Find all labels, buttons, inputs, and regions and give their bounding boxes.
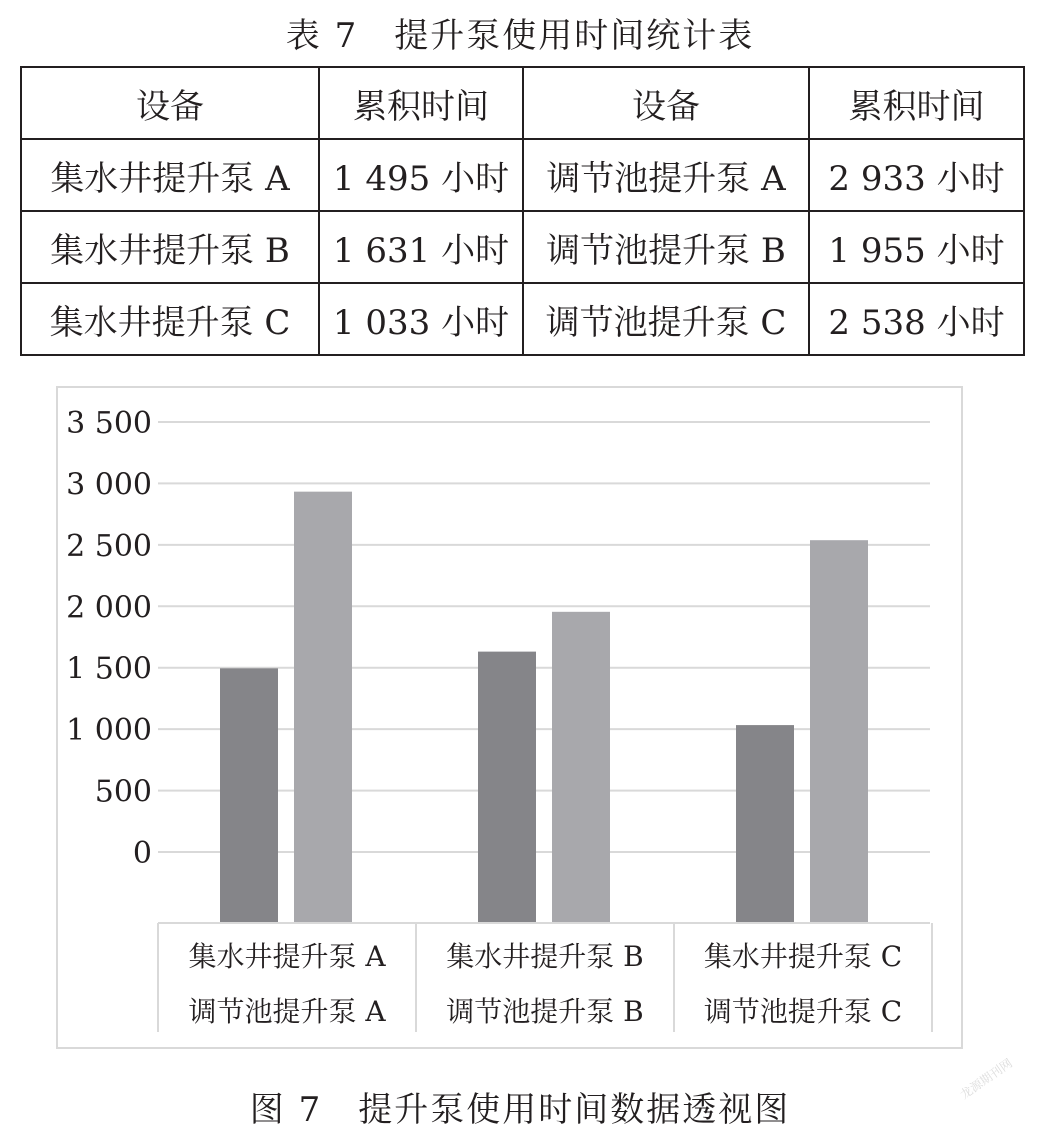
- x-category-label: 调节池提升泵 C: [703, 995, 903, 1028]
- bar: [294, 492, 352, 923]
- table-cell: 1 631 小时: [319, 211, 523, 283]
- table-cell: 集水井提升泵 B: [21, 211, 319, 283]
- table-cell: 调节池提升泵 C: [523, 283, 809, 355]
- table-row: [21, 211, 1024, 283]
- x-category-label: 调节池提升泵 B: [446, 995, 644, 1028]
- table-header-row: [21, 67, 1024, 139]
- x-category-label: 调节池提升泵 A: [188, 995, 386, 1028]
- x-category-label: 集水井提升泵 C: [703, 940, 903, 973]
- table-cell: 2 538 小时: [809, 283, 1024, 355]
- bar: [220, 668, 278, 923]
- bar: [736, 725, 794, 923]
- table-cell: 1 033 小时: [319, 283, 523, 355]
- table-cell: 调节池提升泵 A: [523, 139, 809, 211]
- header-device: 设备: [523, 67, 809, 139]
- table-cell: 集水井提升泵 A: [21, 139, 319, 211]
- chart-frame: [56, 386, 963, 1049]
- table-cell: 1 495 小时: [319, 139, 523, 211]
- y-tick-label: 0: [132, 836, 152, 871]
- table-cell: 调节池提升泵 B: [523, 211, 809, 283]
- y-tick-label: 500: [94, 774, 152, 810]
- table-cell: 2 933 小时: [809, 139, 1024, 211]
- table-row: [21, 139, 1024, 211]
- x-category-label: 集水井提升泵 B: [446, 940, 644, 973]
- watermark: 龙源期刊网: [957, 1055, 1015, 1102]
- header-device: 设备: [21, 67, 319, 139]
- table-cell: 1 955 小时: [809, 211, 1024, 283]
- y-tick-label: 2 000: [66, 590, 152, 626]
- bar: [810, 540, 868, 923]
- header-cumulative-time: 累积时间: [319, 67, 523, 139]
- y-tick-label: 2 500: [66, 528, 152, 564]
- bar: [478, 652, 536, 923]
- x-category-label: 集水井提升泵 A: [188, 940, 386, 973]
- y-tick-label: 3 500: [66, 406, 152, 441]
- figure-caption: 图 7 提升泵使用时间数据透视图: [249, 1090, 791, 1130]
- pump-usage-table: [20, 66, 1025, 356]
- bar-chart: [58, 388, 961, 1047]
- y-tick-label: 3 000: [66, 467, 152, 503]
- header-cumulative-time: 累积时间: [809, 67, 1024, 139]
- table-cell: 集水井提升泵 C: [21, 283, 319, 355]
- bar: [552, 612, 610, 923]
- table-title: 表 7 提升泵使用时间统计表: [285, 16, 755, 56]
- table-row: [21, 283, 1024, 355]
- y-tick-label: 1 000: [66, 713, 152, 749]
- y-tick-label: 1 500: [66, 651, 152, 687]
